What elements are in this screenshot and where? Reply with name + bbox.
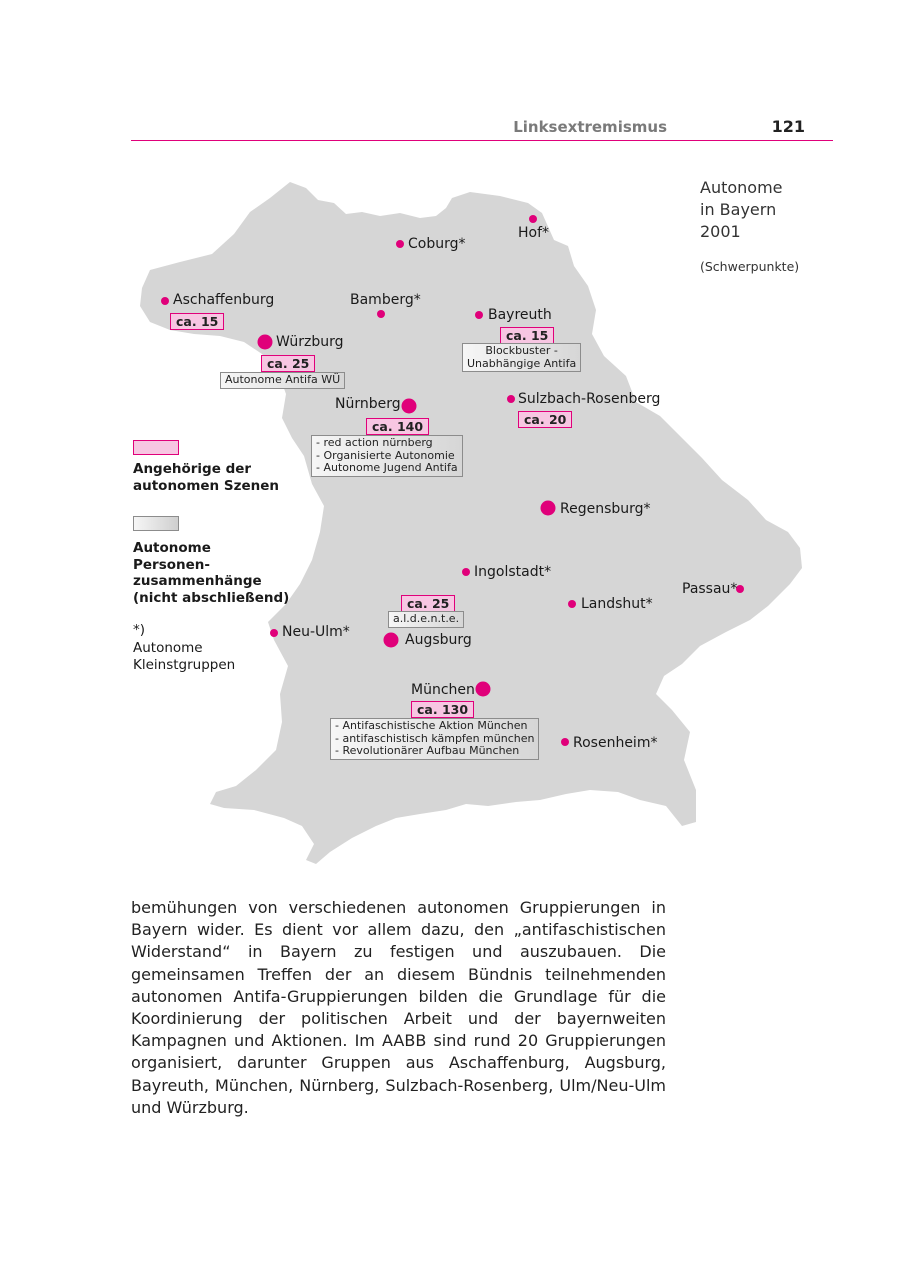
group-name: Autonome Antifa WÜ [225, 373, 341, 386]
city-label-coburg: Coburg* [408, 236, 466, 252]
city-marker-nuernberg [402, 399, 417, 414]
city-marker-augsburg [384, 633, 399, 648]
page-number: 121 [771, 117, 805, 136]
legend-swatch-members [133, 440, 179, 455]
section-title: Linksextremismus [513, 118, 667, 136]
group-name: - Autonome Jugend Antifa [316, 461, 458, 474]
legend-line: Angehörige der [133, 461, 252, 477]
legend-label-members [133, 461, 279, 494]
city-label-ingolstadt: Ingolstadt* [474, 564, 552, 580]
city-marker-wuerzburg [258, 335, 273, 350]
legend-label-groups [133, 540, 289, 606]
city-marker-coburg [396, 240, 404, 248]
legend-line: autonomen Szenen [133, 477, 279, 494]
group-name: - antifaschistisch kämpfen münchen [335, 731, 535, 745]
count-muenchen: ca. 130 [411, 701, 474, 718]
map-title-line: Autonome [700, 178, 783, 197]
groups-nuernberg [311, 435, 463, 477]
groups-muenchen [330, 718, 539, 760]
count-sulzbach: ca. 20 [518, 411, 572, 428]
city-label-neu-ulm: Neu-Ulm* [282, 624, 350, 640]
map-subtitle: (Schwerpunkte) [700, 259, 800, 274]
city-marker-bayreuth [475, 311, 483, 319]
legend-line: zusammenhänge [133, 573, 262, 589]
map-title [700, 177, 783, 243]
city-label-passau: Passau* [682, 581, 738, 597]
city-label-regensburg: Regensburg* [560, 501, 651, 517]
legend-line: (nicht abschließend) [133, 589, 290, 606]
city-marker-sulzbach [507, 395, 515, 403]
bavaria-outline [140, 182, 802, 864]
count-nuernberg: ca. 140 [366, 418, 429, 435]
legend-note [133, 622, 235, 675]
city-marker-neu-ulm [270, 629, 278, 637]
groups-wuerzburg [220, 372, 345, 389]
group-name: - red action nürnberg [316, 436, 433, 449]
city-label-landshut: Landshut* [581, 596, 653, 612]
group-name: - Organisierte Autonomie [316, 448, 455, 462]
city-label-sulzbach: Sulzbach-Rosenberg [518, 391, 661, 407]
city-marker-aschaffenburg [161, 297, 169, 305]
city-label-augsburg: Augsburg [405, 632, 472, 648]
city-marker-bamberg [377, 310, 385, 318]
group-name: - Antifaschistische Aktion München [335, 719, 528, 732]
city-label-muenchen: München [411, 682, 475, 698]
group-name: a.l.d.e.n.t.e. [393, 612, 460, 625]
group-name: - Revolutionärer Aufbau München [335, 744, 520, 757]
legend-note-line: Kleinstgruppen [133, 657, 236, 673]
count-aschaffenburg: ca. 15 [170, 313, 224, 330]
count-bayreuth: ca. 15 [500, 327, 554, 344]
map-title-line: 2001 [700, 222, 741, 241]
city-label-rosenheim: Rosenheim* [573, 735, 658, 751]
city-marker-regensburg [541, 501, 556, 516]
city-label-bamberg: Bamberg* [350, 292, 421, 308]
city-label-hof: Hof* [518, 225, 550, 241]
groups-augsburg [388, 611, 464, 628]
group-name: Unabhängige Antifa [467, 356, 577, 370]
city-label-nuernberg: Nürnberg [335, 396, 401, 412]
city-marker-landshut [568, 600, 576, 608]
group-name: Blockbuster - [485, 344, 558, 357]
count-wuerzburg: ca. 25 [261, 355, 315, 372]
city-marker-hof [529, 215, 537, 223]
city-marker-ingolstadt [462, 568, 470, 576]
legend-line: Autonome [133, 540, 211, 556]
legend-line: Personen- [133, 556, 210, 573]
legend-note-line: Autonome [133, 639, 203, 656]
legend-note-line: *) [133, 622, 146, 638]
map-title-line: in Bayern [700, 200, 777, 219]
city-label-aschaffenburg: Aschaffenburg [173, 292, 275, 308]
city-label-bayreuth: Bayreuth [488, 307, 552, 323]
groups-bayreuth [462, 343, 581, 372]
city-marker-muenchen [476, 682, 491, 697]
legend-swatch-groups [133, 516, 179, 531]
body-paragraph: bemühungen von verschiedenen autonomen Gruppierungen in Bayern wider. Es dient vor allem dazu, den „antifaschistischen Widerstand“ in Bayern zu festigen und auszubauen. Die gemeinsamen Treffen der an diesem Bündnis teilnehmenden autonomen Antifa-Gruppierungen bilden die Grundlage für die Koordinierung der politischen Arbeit und der bayernweiten Kampagnen und Aktionen. Im AABB sind rund 20 Gruppierungen organisiert, darunter Gruppen aus Aschaffenburg, Augsburg, Bayreuth, München, Nürnberg, Sulzbach-Rosenberg, Ulm/Neu-Ulm und Würzburg. [131, 898, 666, 1117]
count-augsburg: ca. 25 [401, 595, 455, 612]
city-label-wuerzburg: Würzburg [276, 334, 344, 350]
city-marker-rosenheim [561, 738, 569, 746]
